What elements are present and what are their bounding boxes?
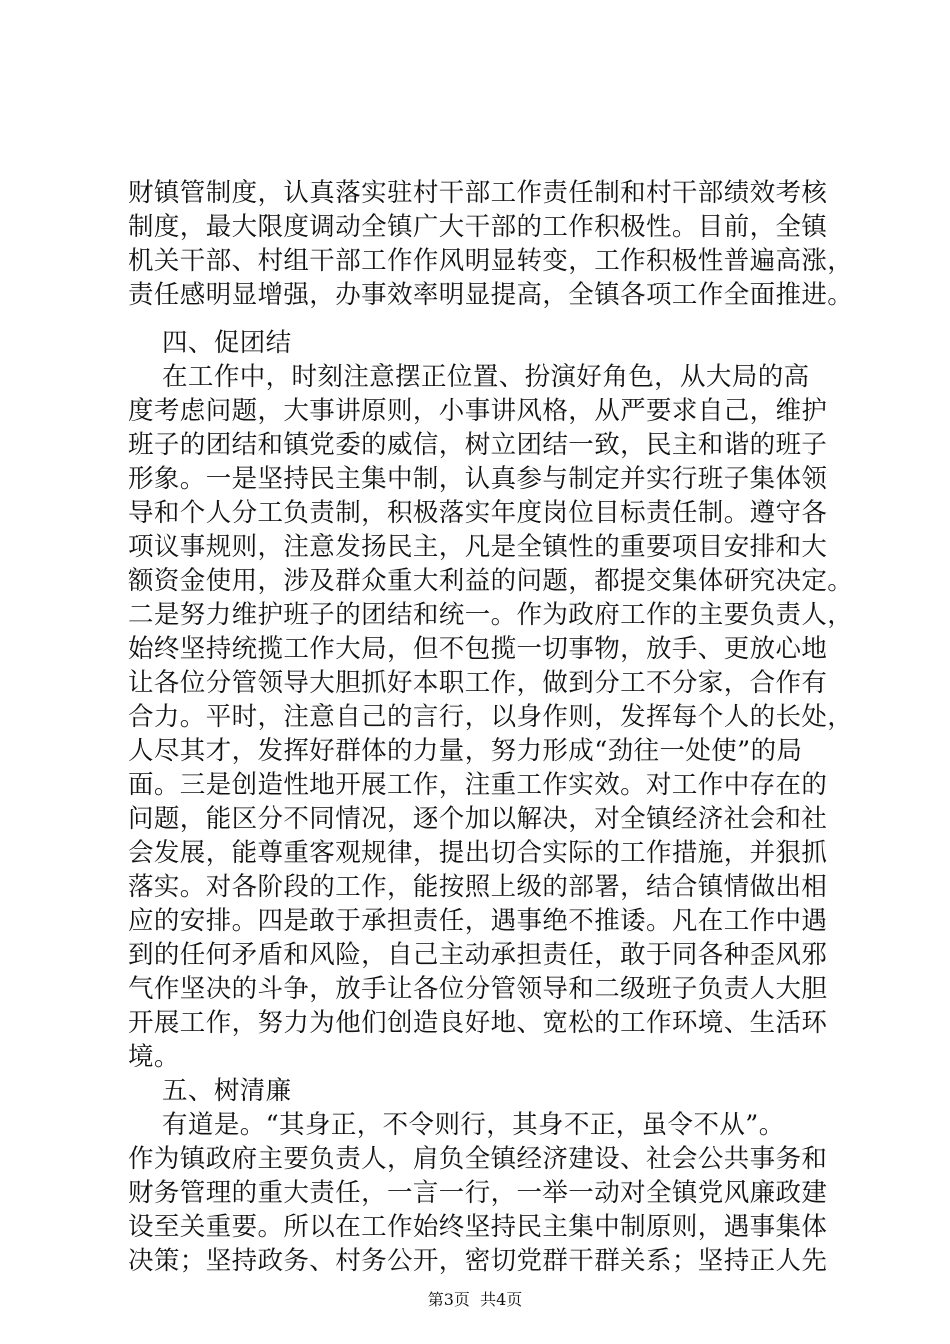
body-text-line: 决策；坚持政务、村务公开，密切党群干群关系；坚持正人先 bbox=[128, 1246, 828, 1276]
body-text-line: 合力。平时，注意自己的言行，以身作则，发挥每个人的长处， bbox=[128, 702, 854, 732]
body-text-line: 始终坚持统揽工作大局，但不包揽一切事物，放手、更放心地 bbox=[128, 634, 828, 664]
body-text-line: 责任感明显增强，办事效率明显提高，全镇各项工作全面推进。 bbox=[128, 280, 854, 310]
body-text-line: 项议事规则，注意发扬民主，凡是全镇性的重要项目安排和大 bbox=[128, 532, 828, 562]
body-text-line: 落实。对各阶段的工作，能按照上级的部署，结合镇情做出相 bbox=[128, 872, 828, 902]
body-text-line: 额资金使用，涉及群众重大利益的问题，都提交集体研究决定。 bbox=[128, 566, 854, 596]
body-text-line: 境。 bbox=[128, 1042, 180, 1072]
body-text-line: 气作坚决的斗争，放手让各位分管领导和二级班子负责人大胆 bbox=[128, 974, 828, 1004]
body-text-line: 让各位分管领导大胆抓好本职工作，做到分工不分家，合作有 bbox=[128, 668, 828, 698]
body-text-line: 形象。一是坚持民主集中制，认真参与制定并实行班子集体领 bbox=[128, 464, 828, 494]
body-text-line: 财务管理的重大责任，一言一行，一举一动对全镇党风廉政建 bbox=[128, 1178, 828, 1208]
body-text-line: 会发展，能尊重客观规律，提出切合实际的工作措施，并狠抓 bbox=[128, 838, 828, 868]
body-text-line: 作为镇政府主要负责人，肩负全镇经济建设、社会公共事务和 bbox=[128, 1144, 828, 1174]
body-text-line: 设至关重要。所以在工作始终坚持民主集中制原则，遇事集体 bbox=[128, 1212, 828, 1242]
body-text-line: 班子的团结和镇党委的威信，树立团结一致，民主和谐的班子 bbox=[128, 430, 828, 460]
page-number-footer: 第3页 共4页 bbox=[427, 1290, 523, 1309]
body-text-line: 度考虑问题，大事讲原则，小事讲风格，从严要求自己，维护 bbox=[128, 396, 828, 426]
body-text-line: 有道是。“其身正，不令则行，其身不正，虽令不从”。 bbox=[128, 1110, 785, 1140]
body-text-line: 机关干部、村组干部工作作风明显转变，工作积极性普遍高涨， bbox=[128, 246, 854, 276]
section-heading: 四、促团结 bbox=[128, 328, 292, 358]
body-text-line: 面。三是创造性地开展工作，注重工作实效。对工作中存在的 bbox=[128, 770, 828, 800]
body-text-line: 人尽其才，发挥好群体的力量，努力形成“劲往一处使”的局 bbox=[128, 736, 803, 766]
body-text-line: 问题，能区分不同情况，逐个加以解决，对全镇经济社会和社 bbox=[128, 804, 828, 834]
body-text-line: 应的安排。四是敢于承担责任，遇事绝不推诿。凡在工作中遇 bbox=[128, 906, 828, 936]
body-text-line: 导和个人分工负责制，积极落实年度岗位目标责任制。遵守各 bbox=[128, 498, 828, 528]
section-heading: 五、树清廉 bbox=[128, 1076, 292, 1106]
body-text-line: 在工作中，时刻注意摆正位置、扮演好角色，从大局的高 bbox=[128, 362, 810, 392]
body-text-line: 制度，最大限度调动全镇广大干部的工作积极性。目前，全镇 bbox=[128, 212, 828, 242]
body-text-line: 开展工作，努力为他们创造良好地、宽松的工作环境、生活环 bbox=[128, 1008, 828, 1038]
body-text-line: 财镇管制度，认真落实驻村干部工作责任制和村干部绩效考核 bbox=[128, 178, 828, 208]
body-text-line: 到的任何矛盾和风险，自己主动承担责任，敢于同各种歪风邪 bbox=[128, 940, 828, 970]
body-text-line: 二是努力维护班子的团结和统一。作为政府工作的主要负责人， bbox=[128, 600, 854, 630]
